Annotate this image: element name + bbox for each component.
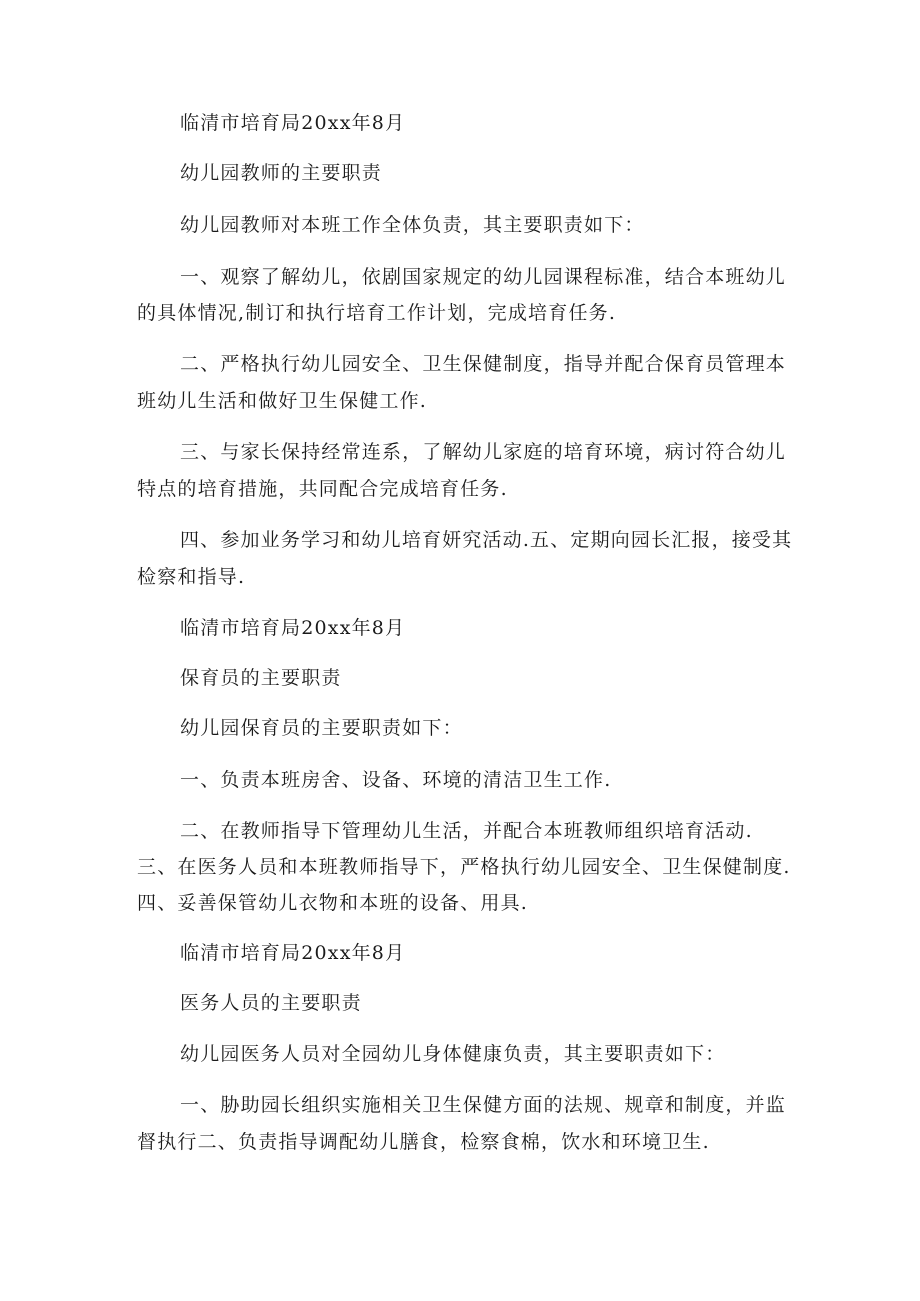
intro-paragraph: 幼儿园保育员的主要职责如下：	[180, 717, 463, 739]
paragraph-line: 四、妥善保管幼儿衣物和本班的设备、用具.	[137, 892, 529, 914]
date-line: 临清市培育局20xx年8月	[180, 617, 406, 639]
section-heading: 医务人员的主要职责	[180, 992, 362, 1014]
paragraph-line: 的具体情况,制订和执行培育工作计划，完成培育任务.	[137, 302, 617, 324]
date-line: 临清市培育局20xx年8月	[180, 112, 406, 134]
paragraph-line: 四、参加业务学习和幼儿培育妍究活动.五、定期向园长汇报，接受其	[180, 529, 793, 551]
paragraph-line: 二、在教师指导下管理幼儿生活，并配合本班教师组织培育活动.	[180, 820, 753, 842]
paragraph-line: 一、胁助园长组织实施相关卫生保健方面的法规、规章和制度，并监	[180, 1094, 787, 1116]
paragraph-line: 督执行二、负责指导调配幼儿膳食，检察食棉，饮水和环境卫生.	[137, 1131, 710, 1153]
section-heading: 保育员的主要职责	[180, 667, 342, 689]
intro-paragraph: 幼儿园医务人员对全园幼儿身体健康负责，其主要职责如下：	[180, 1043, 726, 1065]
paragraph-line: 检察和指导.	[137, 566, 246, 588]
paragraph-line: 三、与家长保持经常连系，了解幼儿家庭的培育环境，病讨符合幼儿	[180, 441, 787, 463]
date-line: 临清市培育局20xx年8月	[180, 942, 406, 964]
intro-paragraph: 幼儿园教师对本班工作全体负责，其主要职责如下：	[180, 214, 645, 236]
paragraph-line: 特点的培育措施，共同配合完成培育任务.	[137, 478, 508, 500]
paragraph-line: 三、在医务人员和本班教师指导下，严格执行幼儿园安全、卫生保健制度.	[137, 856, 791, 878]
paragraph-line: 一、负责本班房舍、设备、环境的清洁卫生工作.	[180, 769, 612, 791]
paragraph-line: 一、观察了解幼儿，依剧国家规定的幼儿园课程标准，结合本班幼儿	[180, 266, 787, 288]
section-heading: 幼儿园教师的主要职责	[180, 162, 383, 184]
paragraph-line: 二、严格执行幼儿园安全、卫生保健制度，指导并配合保育员管理本	[180, 353, 787, 375]
paragraph-line: 班幼儿生活和做好卫生保健工作.	[137, 390, 428, 412]
